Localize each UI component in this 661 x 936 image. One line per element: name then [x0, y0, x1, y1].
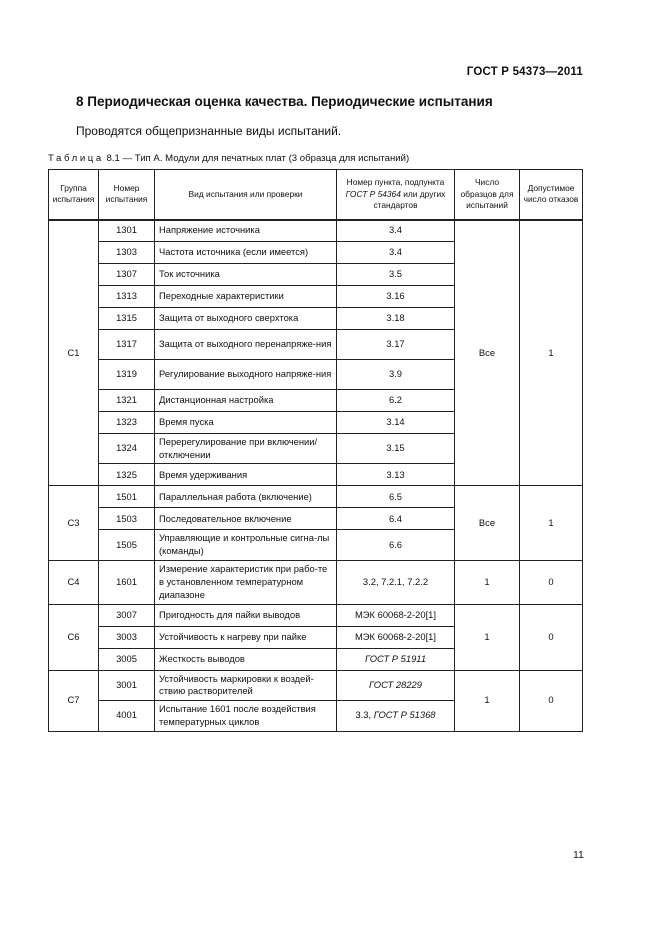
test-name: Устойчивость маркировки к воздей-ствию растворителей [155, 670, 337, 700]
group-cell: C1 [49, 220, 99, 486]
test-name: Ток источника [155, 264, 337, 286]
samples-cell: Все [455, 220, 520, 486]
table-row [49, 604, 583, 626]
test-name: Пригодность для пайки выводов [155, 604, 337, 626]
failures-cell: 0 [520, 670, 583, 731]
group-cell: C6 [49, 604, 99, 670]
test-name: Измерение характеристик при рабо-те в установленном температурном диапазоне [155, 560, 337, 604]
test-clause: 6.2 [337, 390, 455, 412]
header-samples: Число образцов для испытаний [455, 170, 520, 220]
test-number: 1313 [99, 286, 155, 308]
test-clause: МЭК 60068-2-20[1] [337, 604, 455, 626]
samples-cell: Все [455, 486, 520, 560]
test-clause: МЭК 60068-2-20[1] [337, 626, 455, 648]
test-number: 1301 [99, 220, 155, 242]
test-clause: 3.13 [337, 464, 455, 486]
table-row [49, 670, 583, 700]
test-name: Жесткость выводов [155, 648, 337, 670]
test-clause-ref: ГОСТ Р 51368 [373, 709, 436, 721]
test-number: 3001 [99, 670, 155, 700]
test-number: 1315 [99, 308, 155, 330]
header-kind: Вид испытания или проверки [155, 170, 337, 220]
test-name: Испытание 1601 после воздействия температурных циклов [155, 701, 337, 731]
samples-cell: 1 [455, 560, 520, 604]
test-clause: 6.5 [337, 486, 455, 508]
page-number: 11 [573, 849, 584, 861]
group-cell: C3 [49, 486, 99, 560]
test-number: 3005 [99, 648, 155, 670]
failures-cell: 1 [520, 220, 583, 486]
section-title: 8 Периодическая оценка качества. Периодические испытания [76, 94, 493, 109]
table-caption [48, 153, 409, 164]
header-clause-ref: ГОСТ Р 54364 [345, 188, 401, 199]
intro-paragraph: Проводятся общепризнанные виды испытаний. [76, 124, 342, 138]
test-clause: 6.6 [337, 530, 455, 560]
table-header-row [49, 170, 583, 220]
test-clause: 3.18 [337, 308, 455, 330]
test-clause-prefix: 3.3, [355, 709, 374, 721]
table-caption-lead: Таблица [48, 153, 104, 164]
test-clause: 3.17 [337, 330, 455, 360]
header-failures: Допустимое число отказов [520, 170, 583, 220]
group-cell: C7 [49, 670, 99, 731]
standard-code: ГОСТ Р 54373—2011 [466, 66, 583, 78]
failures-cell: 0 [520, 604, 583, 670]
test-name: Напряжение источника [155, 220, 337, 242]
header-clause [337, 170, 455, 220]
test-clause: 3.4 [337, 242, 455, 264]
test-number: 3003 [99, 626, 155, 648]
test-clause [337, 701, 455, 731]
test-name: Защита от выходного перенапряже-ния [155, 330, 337, 360]
test-number: 1505 [99, 530, 155, 560]
test-clause: ГОСТ Р 51911 [337, 648, 455, 670]
failures-cell: 1 [520, 486, 583, 560]
periodic-tests-table [48, 169, 583, 732]
test-name: Переходные характеристики [155, 286, 337, 308]
header-clause-a: Номер пункта, подпункта [346, 177, 445, 188]
table-caption-text: 8.1 — Тип А. Модули для печатных плат (3 образца для испытаний) [103, 153, 410, 164]
test-number: 4001 [99, 701, 155, 731]
test-name: Время удерживания [155, 464, 337, 486]
test-clause: ГОСТ 28229 [337, 670, 455, 700]
test-number: 1323 [99, 412, 155, 434]
table-row [49, 220, 583, 242]
failures-cell: 0 [520, 560, 583, 604]
test-name: Управляющие и контрольные сигна-лы (команды) [155, 530, 337, 560]
test-clause: 3.14 [337, 412, 455, 434]
test-clause: 3.15 [337, 434, 455, 464]
test-name: Частота источника (если имеется) [155, 242, 337, 264]
test-name: Регулирование выходного напряже-ния [155, 360, 337, 390]
group-cell: C4 [49, 560, 99, 604]
test-number: 1317 [99, 330, 155, 360]
test-number: 1307 [99, 264, 155, 286]
test-name: Время пуска [155, 412, 337, 434]
test-name: Перерегулирование при включении/ отключении [155, 434, 337, 464]
header-number: Номер испытания [99, 170, 155, 220]
test-number: 3007 [99, 604, 155, 626]
test-name: Дистанционная настройка [155, 390, 337, 412]
test-clause: 3.16 [337, 286, 455, 308]
test-name: Последовательное включение [155, 508, 337, 530]
test-number: 1319 [99, 360, 155, 390]
table-row [49, 486, 583, 508]
test-clause: 6.4 [337, 508, 455, 530]
samples-cell: 1 [455, 670, 520, 731]
test-clause: 3.2, 7.2.1, 7.2.2 [337, 560, 455, 604]
test-number: 1321 [99, 390, 155, 412]
test-number: 1324 [99, 434, 155, 464]
test-clause: 3.4 [337, 220, 455, 242]
table-row [49, 560, 583, 604]
test-name: Защита от выходного сверхтока [155, 308, 337, 330]
test-number: 1501 [99, 486, 155, 508]
samples-cell: 1 [455, 604, 520, 670]
test-number: 1503 [99, 508, 155, 530]
test-clause: 3.5 [337, 264, 455, 286]
test-name: Параллельная работа (включение) [155, 486, 337, 508]
test-name: Устойчивость к нагреву при пайке [155, 626, 337, 648]
test-number: 1303 [99, 242, 155, 264]
header-group: Группа испытания [49, 170, 99, 220]
test-number: 1325 [99, 464, 155, 486]
header-clause-b: или других стандартов [373, 188, 446, 210]
test-number: 1601 [99, 560, 155, 604]
test-clause: 3.9 [337, 360, 455, 390]
